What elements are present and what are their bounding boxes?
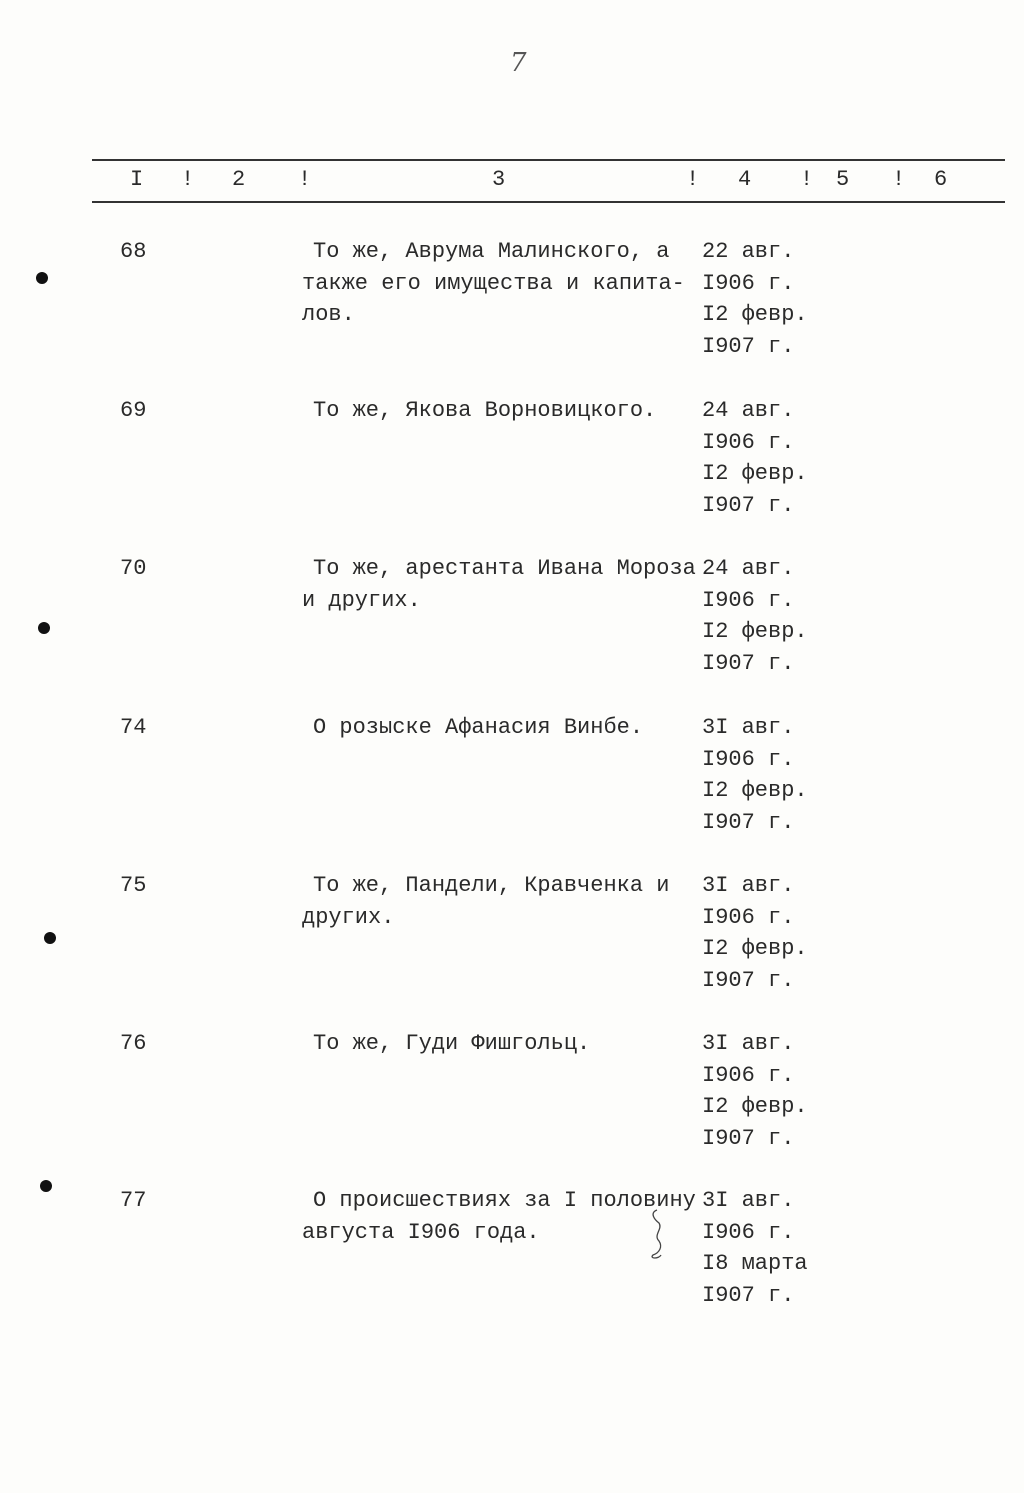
- column-header-4: 4: [738, 167, 752, 192]
- date-line: 3I авг.: [702, 1031, 795, 1056]
- date-line: I906 г.: [702, 746, 795, 772]
- date-line: I907 г.: [702, 1282, 795, 1308]
- date-line: I2 февр.: [702, 619, 808, 644]
- date-line: 22 авг.: [702, 239, 795, 264]
- item-dates: [702, 712, 808, 838]
- date-line: I2 февр.: [702, 936, 808, 961]
- column-header-1: I: [130, 167, 144, 192]
- description-line: То же, Якова Ворновицкого.: [313, 398, 657, 423]
- handwritten-mark: [645, 1205, 675, 1265]
- description-line: То же, арестанта Ивана Мороза: [313, 556, 696, 581]
- item-number: 76: [120, 1031, 147, 1056]
- date-line: I906 г.: [702, 587, 795, 613]
- date-line: 3I авг.: [702, 1188, 795, 1213]
- column-separator: !: [181, 167, 195, 192]
- item-description: [302, 395, 702, 427]
- item-dates: [702, 395, 808, 521]
- punch-hole: [40, 1180, 52, 1192]
- item-dates: [702, 1028, 808, 1154]
- punch-hole: [44, 932, 56, 944]
- item-dates: [702, 870, 808, 996]
- date-line: 24 авг.: [702, 556, 795, 581]
- item-description: [302, 1028, 702, 1060]
- column-header-6: 6: [934, 167, 948, 192]
- column-separator: !: [298, 167, 312, 192]
- header-top-rule: [92, 159, 1005, 161]
- item-number: 77: [120, 1188, 147, 1213]
- column-separator: !: [800, 167, 814, 192]
- item-description: [302, 870, 702, 933]
- date-line: I907 г.: [702, 967, 795, 993]
- date-line: I906 г.: [702, 270, 795, 296]
- date-line: I906 г.: [702, 1062, 795, 1088]
- date-line: I906 г.: [702, 1219, 795, 1245]
- date-line: I2 февр.: [702, 1094, 808, 1119]
- column-header-3: 3: [492, 167, 506, 192]
- item-description: [302, 236, 702, 331]
- column-header-2: 2: [232, 167, 246, 192]
- item-dates: [702, 1185, 808, 1311]
- date-line: I2 февр.: [702, 461, 808, 486]
- description-line: также его имущества и капита-: [302, 270, 685, 296]
- item-dates: [702, 236, 808, 362]
- item-number: 70: [120, 556, 147, 581]
- date-line: I2 февр.: [702, 778, 808, 803]
- column-separator: !: [892, 167, 906, 192]
- date-line: I906 г.: [702, 904, 795, 930]
- description-line: То же, Аврума Малинского, а: [313, 239, 670, 264]
- description-line: августа I906 года.: [302, 1219, 540, 1245]
- description-line: лов.: [302, 302, 355, 327]
- description-line: О происшествиях за I половину: [313, 1188, 696, 1213]
- item-number: 69: [120, 398, 147, 423]
- date-line: I907 г.: [702, 492, 795, 518]
- date-line: I907 г.: [702, 1125, 795, 1151]
- date-line: 3I авг.: [702, 873, 795, 898]
- item-description: [302, 553, 702, 616]
- item-description: [302, 712, 702, 744]
- item-number: 68: [120, 239, 147, 264]
- description-line: других.: [302, 904, 395, 930]
- date-line: I2 февр.: [702, 302, 808, 327]
- punch-hole: [38, 622, 50, 634]
- description-line: О розыске Афанасия Винбе.: [313, 715, 644, 740]
- description-line: То же, Гуди Фишгольц.: [313, 1031, 591, 1056]
- header-bottom-rule: [92, 201, 1005, 203]
- column-separator: !: [686, 167, 700, 192]
- page-number: 7: [510, 48, 527, 78]
- date-line: I907 г.: [702, 650, 795, 676]
- item-number: 75: [120, 873, 147, 898]
- description-line: То же, Пандели, Кравченка и: [313, 873, 670, 898]
- date-line: I907 г.: [702, 333, 795, 359]
- item-number: 74: [120, 715, 147, 740]
- item-dates: [702, 553, 808, 679]
- date-line: I907 г.: [702, 809, 795, 835]
- item-description: [302, 1185, 702, 1248]
- date-line: I906 г.: [702, 429, 795, 455]
- description-line: и других.: [302, 587, 421, 613]
- date-line: 3I авг.: [702, 715, 795, 740]
- column-header-5: 5: [836, 167, 850, 192]
- date-line: I8 марта: [702, 1251, 808, 1276]
- punch-hole: [36, 272, 48, 284]
- date-line: 24 авг.: [702, 398, 795, 423]
